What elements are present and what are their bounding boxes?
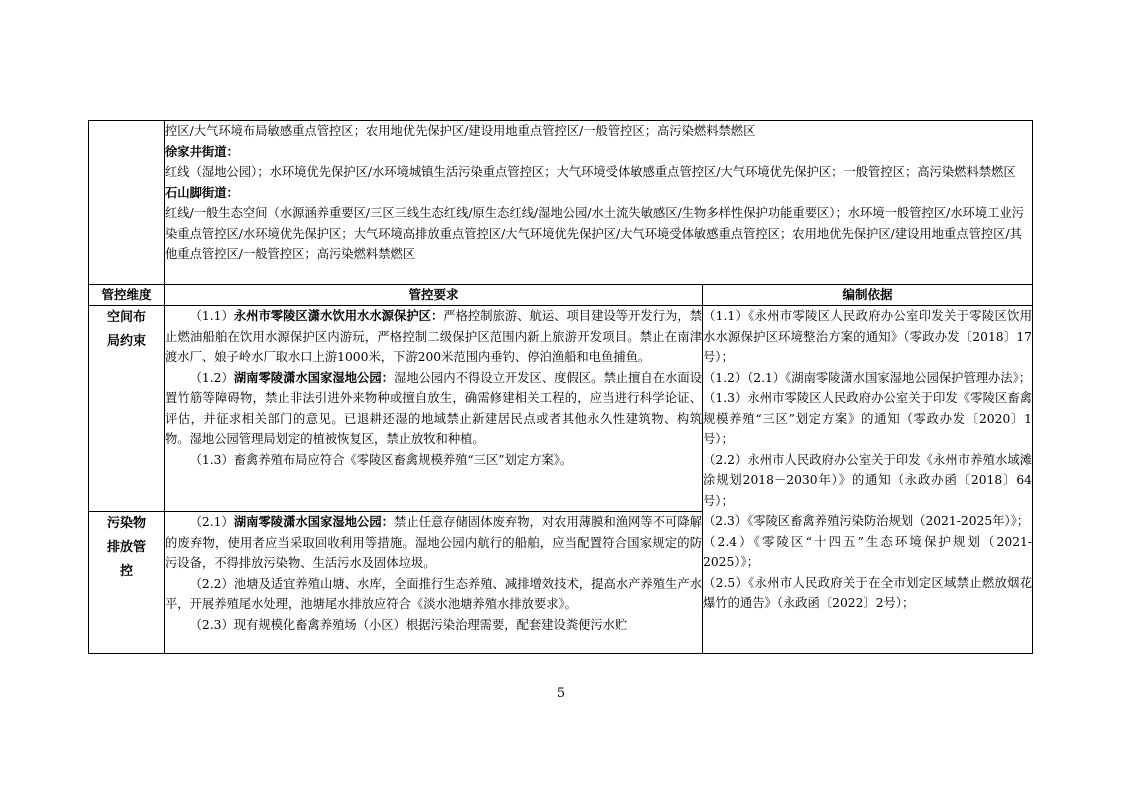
header-basis: 编制依据 <box>703 285 1033 306</box>
dimension-pollution-label: 污染物排放管控 <box>106 516 146 579</box>
basis-cell <box>703 306 1033 654</box>
shishanjiao-zones: 红线/一般生态空间（水源涵养重要区/三区三线生态红线/原生态红线/湿地公园/水土流失敏感区/生物多样性保护功能重要区）；水环境一般管控区/水环境工业污染重点管控区/水环境优先保护区；大气环境高排放重点管控区/大气环境优先保护区/大气环境受体敏感重点管控区；农用地优先保护区/建设用地重点管控区/其他重点管控区/一般管控区；高污染燃料禁燃区 <box>165 206 1025 261</box>
dimension-spatial <box>89 306 165 512</box>
spatial-req-1 <box>165 306 702 368</box>
spatial-req-2-text: 湿地公园内不得设立开发区、度假区。禁止擅自在水面设置竹筋等障碍物，禁止非法引进外来物种或擅自放生，确需修建相关工程的，应当进行科学论证、评估，并征求相关部门的意见。已退耕还湿的地域禁止新建居民点或者其他永久性建筑物、构筑物。湿地公园管理局划定的植被恢复区，禁止放牧和种植。 <box>165 370 702 446</box>
dimension-spatial-label: 空间布局约束 <box>106 310 146 349</box>
pollution-requirements <box>165 512 703 654</box>
spatial-req-2-title: 湖南零陵潇水国家湿地公园： <box>233 370 394 385</box>
spatial-req-1-num: （1.1） <box>189 309 234 323</box>
header-row <box>89 285 1033 306</box>
zones-line: 控区/大气环境布局敏感重点管控区；农用地优先保护区/建设用地重点管控区/一般管控区；高污染燃料禁燃区 <box>165 124 756 138</box>
basis-item: （1.2）（2.1）《湖南零陵潇水国家湿地公园保护管理办法》； <box>703 370 1032 385</box>
header-requirements: 管控要求 <box>165 285 703 306</box>
zones-cell <box>165 121 1033 285</box>
shishanjiao-title: 石山脚街道： <box>165 185 239 200</box>
pollution-req-3: （2.3）现有规模化畜禽养殖场（小区）根据污染治理需要，配套建设粪便污水贮 <box>189 617 628 632</box>
control-requirements-table <box>88 120 1033 654</box>
pollution-req-1 <box>165 512 702 574</box>
basis-item: （1.3）永州市零陵区人民政府办公室关于印发《零陵区畜禽规模养殖“三区”划定方案》的通知（零政办发〔2020〕1号）； <box>703 391 1032 446</box>
basis-item: （2.3）《零陵区畜禽养殖污染防治规划（2021-2025年）》； <box>703 514 1030 528</box>
page-number: 5 <box>556 686 566 701</box>
pollution-req-1-text: 禁止任意存储固体废弃物，对农用薄膜和渔网等不可降解的废弃物，使用者应当采取回收利用等措施。湿地公园内航行的船舶，应当配置符合国家规定的防污设备，不得排放污染物、生活污水及固体垃圾。 <box>165 515 702 570</box>
basis-item: （2.2）永州市人民政府办公室关于印发《永州市养殖水域滩涂规划2018－2030年）》的通知（永政办函〔2018〕64号）； <box>703 452 1032 508</box>
pollution-req-1-num: （2.1） <box>189 515 234 529</box>
spatial-req-1-title: 永州市零陵区潇水饮用水水源保护区： <box>233 309 444 323</box>
spatial-requirements <box>165 306 703 512</box>
basis-item: （1.1）《永州市零陵区人民政府办公室印发关于零陵区饮用水水源保护区环境整治方案的通知》（零政办发〔2018〕17号）； <box>703 309 1032 364</box>
zones-row <box>89 121 1033 285</box>
spatial-row <box>89 306 1033 512</box>
spatial-req-2-num: （1.2） <box>189 370 234 385</box>
dimension-pollution <box>89 512 165 654</box>
xujiajing-title: 徐家井街道： <box>165 144 239 159</box>
spatial-req-2 <box>165 368 702 450</box>
spatial-req-3: （1.3）畜禽养殖布局应符合《零陵区畜禽规模养殖“三区”划定方案》。 <box>189 452 573 467</box>
basis-item: （2.4）《零陵区“十四五”生态环境保护规划（2021-2025）》； <box>703 534 1032 569</box>
zones-empty-cell <box>89 121 165 285</box>
basis-item: （2.5）《永州市人民政府关于在全市划定区域禁止燃放烟花爆竹的通告》（永政函〔2022〕2号）； <box>703 575 1032 610</box>
pollution-req-1-title: 湖南零陵潇水国家湿地公园： <box>233 515 394 529</box>
xujiajing-zones: 红线（湿地公园）；水环境优先保护区/水环境城镇生活污染重点管控区；大气环境受体敏感重点管控区/大气环境优先保护区；一般管控区；高污染燃料禁燃区 <box>165 165 1016 179</box>
pollution-req-2: （2.2）池塘及适宜养殖山塘、水库，全面推行生态养殖、减排增效技术，提高水产养殖生产水平，开展养殖尾水处理，池塘尾水排放应符合《淡水池塘养殖水排放要求》。 <box>165 576 702 611</box>
basis-list <box>703 306 1032 614</box>
spatial-req-1-text: 严格控制旅游、航运、项目建设等开发行为，禁止燃油船舶在饮用水源保护区内游玩，严格控制二级保护区范围内新上旅游开发项目。禁止在南津渡水厂、娘子岭水厂取水口上游1000米，下游200米范围内垂钓、停泊渔船和电鱼捕鱼。 <box>165 309 702 364</box>
header-dimension: 管控维度 <box>89 285 165 306</box>
